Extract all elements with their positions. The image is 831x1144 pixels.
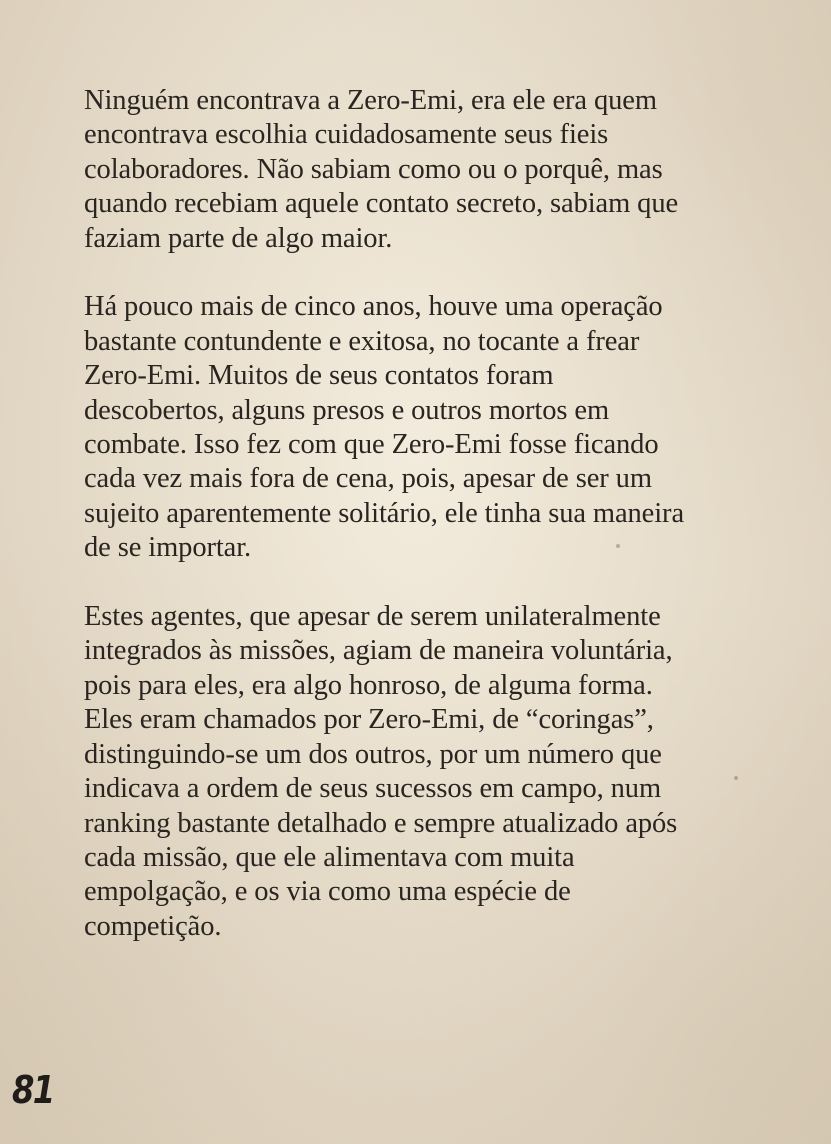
body-text (84, 84, 764, 979)
paragraph-1: Ninguém encontrava a Zero-Emi, era ele era quem encontrava escolhia cuidadosamente seus fieis colaboradores. Não sabiam como ou o porquê, mas quando recebiam aquele contato secreto, sabiam que faziam parte de algo maior. (84, 85, 679, 254)
paragraph-3: Estes agentes, que apesar de serem unilateralmente integrados às missões, agiam de maneira voluntária, pois para eles, era algo honroso, de alguma forma. Eles eram chamados por Zero-Emi, de “coringas”, distinguindo-se um dos outros, por um número que indicava a ordem de seus sucessos em campo, num ranking bastante detalhado e sempre atualizado após cada missão, que ele alimentava com muita empolgação, e os via como uma espécie de competição. (84, 601, 678, 942)
page-number: 81 (12, 1068, 54, 1112)
paragraph-2: Há pouco mais de cinco anos, houve uma operação bastante contundente e exitosa, no tocante a frear Zero-Emi. Muitos de seus contatos foram descobertos, alguns presos e outros mortos em combate. Isso fez com que Zero-Emi fosse ficando cada vez mais fora de cena, pois, apesar de ser um sujeito aparentemente solitário, ele tinha sua maneira de se importar. (84, 291, 684, 564)
